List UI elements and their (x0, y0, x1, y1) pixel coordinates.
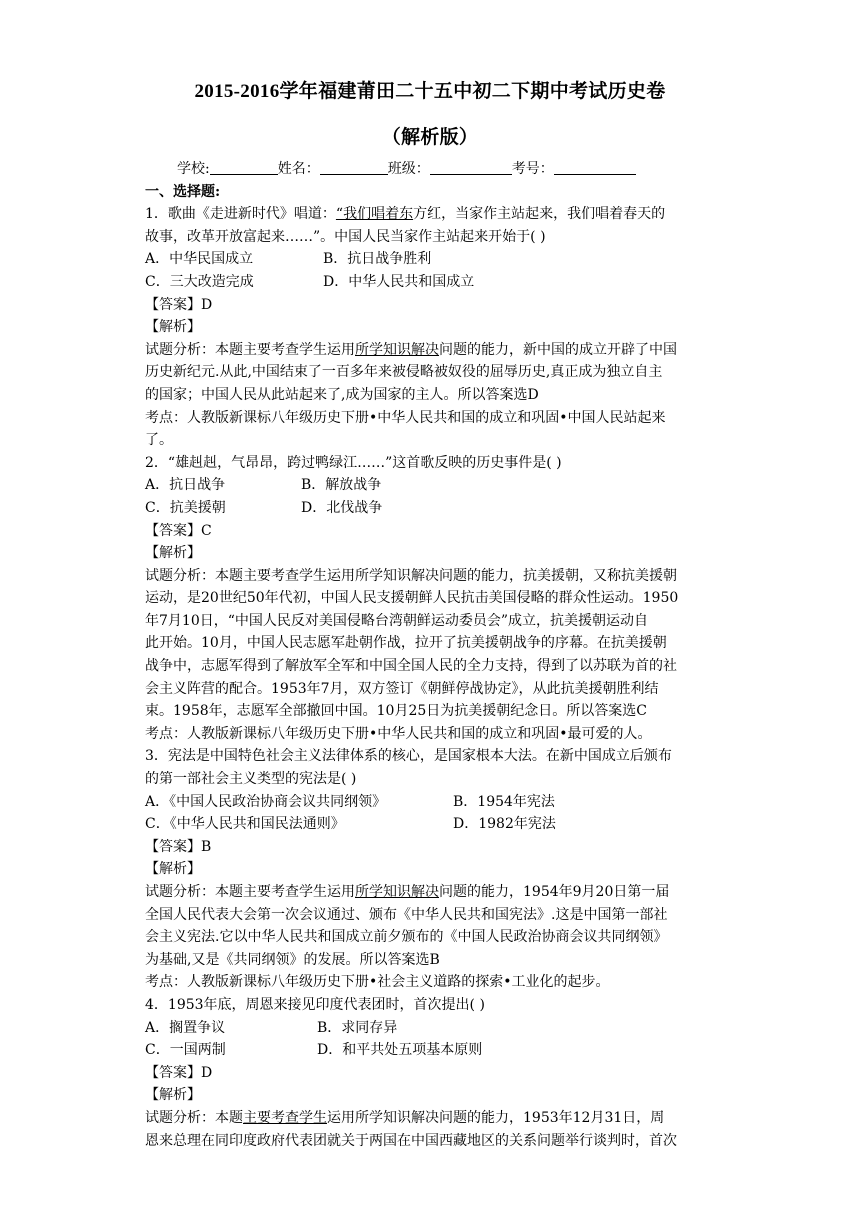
section-heading: 一、选择题: (145, 183, 221, 200)
question-2-analysis: 会主义阵营的配合。1953年7月，双方签订《朝鲜停战协定》，从此抗美援朝胜利结 (145, 680, 659, 697)
option-b: B．求同存异 (317, 1019, 398, 1036)
option-a: A．《中国人民政治协商会议共同纲领》 (145, 793, 387, 810)
question-3-analysis: 试题分析：本题主要考查学生运用所学知识解决问题的能力，1954年9月20日第一届 (145, 884, 670, 900)
question-2-analysis-label: 【解析】 (145, 545, 201, 562)
option-b: B．抗日战争胜利 (323, 251, 432, 268)
question-2-keypoint: 考点：人教版新课标八年级历史下册•中华人民共和国的成立和巩固•最可爱的人。 (145, 725, 652, 742)
name-blank (320, 160, 388, 175)
option-c: C．《中华人民共和国民法通则》 (145, 816, 345, 833)
option-d: D．中华人民共和国成立 (323, 273, 475, 290)
option-a: A．中华民国成立 (145, 251, 254, 268)
option-a: A．抗日战争 (145, 477, 226, 494)
student-info-line (145, 158, 720, 181)
question-1-keypoint: 了。 (145, 432, 173, 449)
question-3-options-ab (145, 791, 720, 814)
question-1-analysis-label: 【解析】 (145, 319, 201, 336)
question-2-analysis: 年7月10日，“中国人民反对美国侵略台湾朝鲜运动委员会”成立，抗美援朝运动自 (145, 612, 649, 629)
option-b: B．1954年宪法 (453, 793, 555, 810)
question-3-answer: 【答案】B (145, 838, 212, 855)
class-blank (430, 160, 512, 175)
question-4-options-ab (145, 1017, 720, 1040)
school-label: 学校: (177, 161, 210, 177)
question-3-analysis: 全国人民代表大会第一次会议通过、颁布《中华人民共和国宪法》.这是中国第一部社 (145, 906, 668, 923)
question-3-keypoint: 考点：人教版新课标八年级历史下册•社会主义道路的探索•工业化的起步。 (145, 974, 610, 991)
question-1-stem-cont: 故事，改革开放富起来……”。中国人民当家作主站起来开始于( ) (145, 228, 546, 245)
question-2-analysis: 战争中，志愿军得到了解放军全军和中国全国人民的全力支持，得到了以苏联为首的社 (145, 658, 677, 675)
document-body (145, 158, 720, 1152)
question-2-answer: 【答案】C (145, 522, 212, 539)
question-2-stem: 2．“雄赳赳，气昂昂，跨过鸭绿江……”这首歌反映的历史事件是( ) (145, 454, 562, 471)
document-title: 2015-2016学年福建莆田二十五中初二下期中考试历史卷 (194, 81, 666, 102)
question-2-analysis: 试题分析：本题主要考查学生运用所学知识解决问题的能力，抗美援朝，又称抗美援朝 (145, 567, 677, 584)
question-3-analysis-label: 【解析】 (145, 861, 201, 878)
question-4-analysis: 恩来总理在同印度政府代表团就关于两国在中国西藏地区的关系问题举行谈判时，首次 (145, 1132, 677, 1149)
name-label: 姓名： (277, 161, 320, 177)
question-2-analysis: 束。1958年，志愿军全部撤回中国。10月25日为抗美援朝纪念日。所以答案选C (145, 703, 647, 720)
option-d: D．北伐战争 (301, 499, 383, 516)
question-1-analysis: 的国家；中国人民从此站起来了,成为国家的主人。所以答案选D (145, 386, 539, 403)
question-2-analysis: 此开始。10月，中国人民志愿军赴朝作战，拉开了抗美援朝战争的序幕。在抗美援朝 (145, 635, 667, 652)
school-blank (210, 160, 278, 175)
question-1-analysis: 试题分析：本题主要考查学生运用所学知识解决问题的能力，新中国的成立开辟了中国 (145, 341, 677, 358)
question-4-answer: 【答案】D (145, 1064, 213, 1081)
question-1-answer: 【答案】D (145, 296, 213, 313)
option-d: D．和平共处五项基本原则 (317, 1042, 483, 1059)
question-1-options-ab (145, 248, 720, 271)
exam-number-label: 考号： (511, 161, 554, 177)
question-3-stem: 3．宪法是中国特色社会主义法律体系的核心，是国家根本大法。在新中国成立后颁布 (145, 748, 672, 765)
option-a: A．搁置争议 (145, 1019, 226, 1036)
option-c: C．三大改造完成 (145, 273, 254, 290)
question-1-analysis: 历史新纪元.从此,中国结束了一百多年来被侵略被奴役的屈辱历史,真正成为独立自主 (145, 364, 663, 381)
question-3-analysis: 为基础,又是《共同纲领》的发展。所以答案选B (145, 951, 440, 968)
option-b: B．解放战争 (301, 477, 382, 494)
question-1-options-cd (145, 271, 720, 294)
question-2-analysis: 运动，是20世纪50年代初，中国人民支援朝鲜人民抗击美国侵略的群众性运动。1950 (145, 590, 679, 607)
exam-number-blank (554, 160, 636, 175)
question-3-stem-cont: 的第一部社会主义类型的宪法是( ) (145, 771, 357, 788)
question-3-options-cd (145, 813, 720, 836)
question-2-options-cd (145, 497, 720, 520)
option-c: C．抗美援朝 (145, 499, 226, 516)
class-label: 班级： (387, 161, 430, 177)
question-2-options-ab (145, 474, 720, 497)
question-3-analysis: 会主义宪法.它以中华人民共和国成立前夕颁布的《中国人民政治协商会议共同纲领》 (145, 929, 668, 946)
question-4-options-cd (145, 1039, 720, 1062)
question-1-keypoint: 考点：人教版新课标八年级历史下册•中华人民共和国的成立和巩固•中国人民站起来 (145, 409, 666, 426)
option-c: C．一国两制 (145, 1042, 226, 1059)
document-subtitle: （解析版） (381, 127, 479, 148)
question-4-stem: 4．1953年底，周恩来接见印度代表团时，首次提出( ) (145, 996, 485, 1013)
question-4-analysis: 试题分析：本题主要考查学生运用所学知识解决问题的能力，1953年12月31日，周 (145, 1109, 665, 1126)
question-1-stem: 1．歌曲《走进新时代》唱道：“我们唱着东方红，当家作主站起来，我们唱着春天的 (145, 206, 666, 223)
question-4-analysis-label: 【解析】 (145, 1087, 201, 1104)
option-d: D．1982年宪法 (453, 816, 556, 833)
